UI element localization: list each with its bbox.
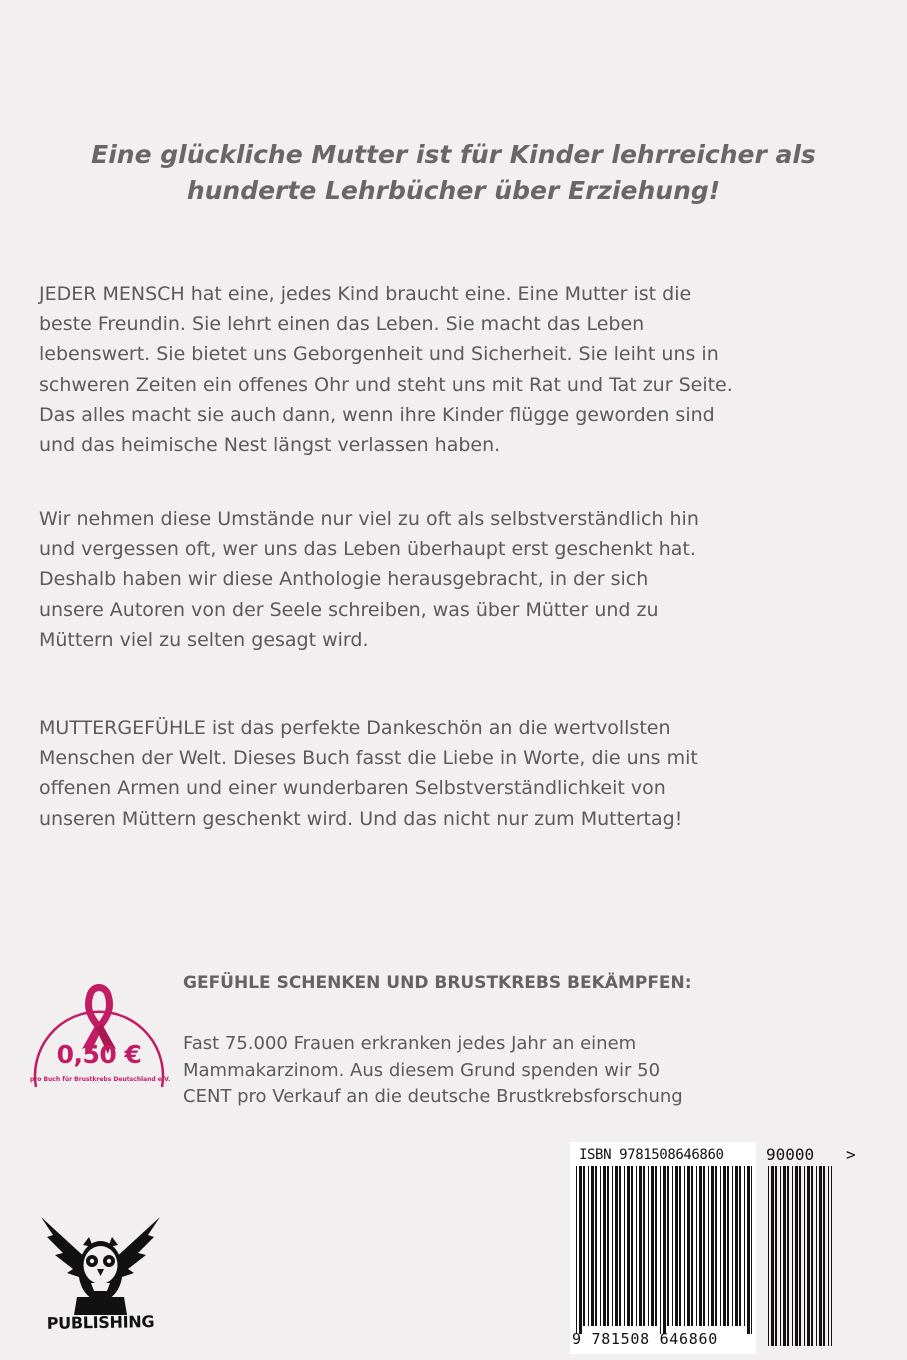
barcode-bar — [631, 1166, 633, 1326]
barcode-bar — [804, 1166, 805, 1346]
barcode-bar — [648, 1166, 649, 1326]
barcode-bar — [627, 1166, 630, 1326]
text-line: unsere Autoren von der Seele schreiben, was über Mütter und zu — [39, 598, 659, 621]
barcode-bar — [619, 1166, 621, 1326]
barcode-bar — [579, 1166, 582, 1334]
isbn-barcode — [570, 1142, 890, 1354]
barcode-bar — [735, 1166, 738, 1326]
barcode-bar — [747, 1166, 750, 1334]
donation-subtitle: pro Buch für Brustkrebs Deutschland e.V. — [30, 1076, 171, 1083]
pink-ribbon-icon — [30, 969, 171, 1093]
barcode-bar — [819, 1166, 822, 1346]
barcode-bar — [792, 1166, 793, 1346]
barcode-bar — [807, 1166, 810, 1346]
text-line: und vergessen oft, wer uns das Leben überhaupt erst geschenkt hat. — [39, 538, 696, 561]
barcode-bar — [744, 1166, 745, 1326]
addon-bars — [764, 1142, 890, 1354]
text-line: Das alles macht sie auch dann, wenn ihre Kinder flügge geworden sind — [39, 403, 715, 426]
barcode-bar — [687, 1166, 690, 1326]
donation-badge — [30, 969, 171, 1093]
barcode-bar — [672, 1166, 673, 1326]
barcode-bar — [751, 1166, 752, 1334]
barcode-bar — [828, 1166, 829, 1346]
barcode-bar — [780, 1166, 781, 1346]
barcode-bar — [667, 1166, 669, 1326]
barcode-bar — [603, 1166, 606, 1326]
barcode-bar — [811, 1166, 813, 1346]
cause-text — [183, 1031, 803, 1111]
barcode-bar — [615, 1166, 618, 1326]
text-line: beste Freundin. Sie lehrt einen das Leben. Sie macht das Leben — [39, 313, 645, 336]
blurb-paragraph-3 — [39, 713, 899, 834]
text-line: und das heimische Nest längst verlassen haben. — [39, 434, 501, 457]
barcode-bar — [711, 1166, 714, 1326]
barcode-bar — [607, 1166, 609, 1326]
barcode-bar — [795, 1166, 798, 1346]
barcode-bar — [823, 1166, 825, 1346]
donation-amount: 0,50 € — [56, 1040, 142, 1069]
barcode-bar — [636, 1166, 637, 1326]
ean-barcode — [570, 1142, 756, 1354]
barcode-bar — [600, 1166, 601, 1326]
barcode-bar — [576, 1166, 577, 1334]
barcode-bar — [663, 1166, 666, 1334]
barcode-bar — [691, 1166, 693, 1326]
text-line: lebenswert. Sie bietet uns Geborgenheit und Sicherheit. Sie leiht uns in — [39, 343, 719, 366]
text-line: Menschen der Welt. Dieses Buch fasst die Liebe in Worte, die uns mit — [39, 747, 698, 770]
text-line: offenen Armen und einer wunderbaren Selbstverständlichkeit von — [39, 777, 666, 800]
ean-bars — [570, 1142, 756, 1354]
barcode-bar — [591, 1166, 594, 1326]
isbn-label: ISBN 9781508646860 — [579, 1147, 724, 1163]
tagline — [40, 137, 867, 209]
addon-code: 90000 — [766, 1145, 815, 1164]
tagline-line: Eine glückliche Mutter ist für Kinder lehrreicher als — [91, 140, 816, 169]
text-line: MUTTERGEFÜHLE ist das perfekte Dankeschön an die wertvollsten — [39, 717, 671, 739]
barcode-bar — [679, 1166, 681, 1326]
publisher-wordmark: PUBLISHING — [46, 1312, 155, 1333]
barcode-bar — [703, 1166, 705, 1326]
owl-icon — [33, 1213, 168, 1317]
barcode-bar — [831, 1166, 832, 1346]
barcode-bar — [787, 1166, 789, 1346]
ean-digits: 9 781508 646860 — [572, 1330, 718, 1348]
barcode-bar — [771, 1166, 774, 1346]
barcode-bar — [723, 1166, 726, 1326]
barcode-bar — [708, 1166, 709, 1326]
text-line: unseren Müttern geschenkt wird. Und das nicht nur zum Muttertag! — [39, 807, 683, 830]
publisher-logo — [33, 1213, 168, 1345]
barcode-bar — [643, 1166, 645, 1326]
text-line: schweren Zeiten ein offenes Ohr und steht uns mit Rat und Tat zur Seite. — [39, 373, 733, 396]
barcode-bar — [720, 1166, 721, 1326]
barcode-bar — [639, 1166, 642, 1326]
barcode-bar — [675, 1166, 678, 1326]
barcode-bar — [727, 1166, 729, 1326]
text-line: Mammakarzinom. Aus diesem Grund spenden wir 50 — [183, 1059, 661, 1081]
blurb-paragraph-2 — [39, 504, 899, 655]
barcode-bar — [655, 1166, 657, 1326]
text-line: JEDER MENSCH hat eine, jedes Kind braucht eine. Eine Mutter ist die — [39, 283, 692, 305]
addon-arrow: > — [846, 1145, 856, 1164]
barcode-bar — [624, 1166, 625, 1326]
blurb-paragraph-1 — [39, 279, 899, 460]
barcode-bar — [783, 1166, 786, 1346]
barcode-bar — [775, 1166, 777, 1346]
tagline-line: hunderte Lehrbücher über Erziehung! — [186, 176, 721, 205]
barcode-bar — [583, 1166, 585, 1326]
barcode-bar — [768, 1166, 769, 1346]
barcode-bar — [816, 1166, 817, 1346]
barcode-bar — [739, 1166, 741, 1326]
barcode-bar — [612, 1166, 613, 1326]
text-line: Deshalb haben wir diese Anthologie herausgebracht, in der sich — [39, 568, 649, 591]
barcode-bar — [799, 1166, 801, 1346]
barcode-bar — [732, 1166, 733, 1326]
barcode-bar — [684, 1166, 685, 1326]
barcode-bar — [699, 1166, 702, 1326]
barcode-bar — [696, 1166, 697, 1326]
text-line: Fast 75.000 Frauen erkranken jedes Jahr an einem — [183, 1033, 637, 1054]
barcode-bar — [595, 1166, 597, 1326]
barcode-bar — [588, 1166, 589, 1326]
barcode-bar — [660, 1166, 661, 1334]
price-addon — [764, 1142, 890, 1354]
text-line: Müttern viel zu selten gesagt wird. — [39, 628, 369, 651]
text-line: Wir nehmen diese Umstände nur viel zu oft als selbstverständlich hin — [39, 508, 699, 530]
text-line: CENT pro Verkauf an die deutsche Brustkrebsforschung — [183, 1086, 683, 1107]
cause-heading: GEFÜHLE SCHENKEN UND BRUSTKREBS BEKÄMPFEN: — [183, 973, 692, 993]
barcode-bar — [651, 1166, 654, 1326]
barcode-bar — [715, 1166, 717, 1326]
